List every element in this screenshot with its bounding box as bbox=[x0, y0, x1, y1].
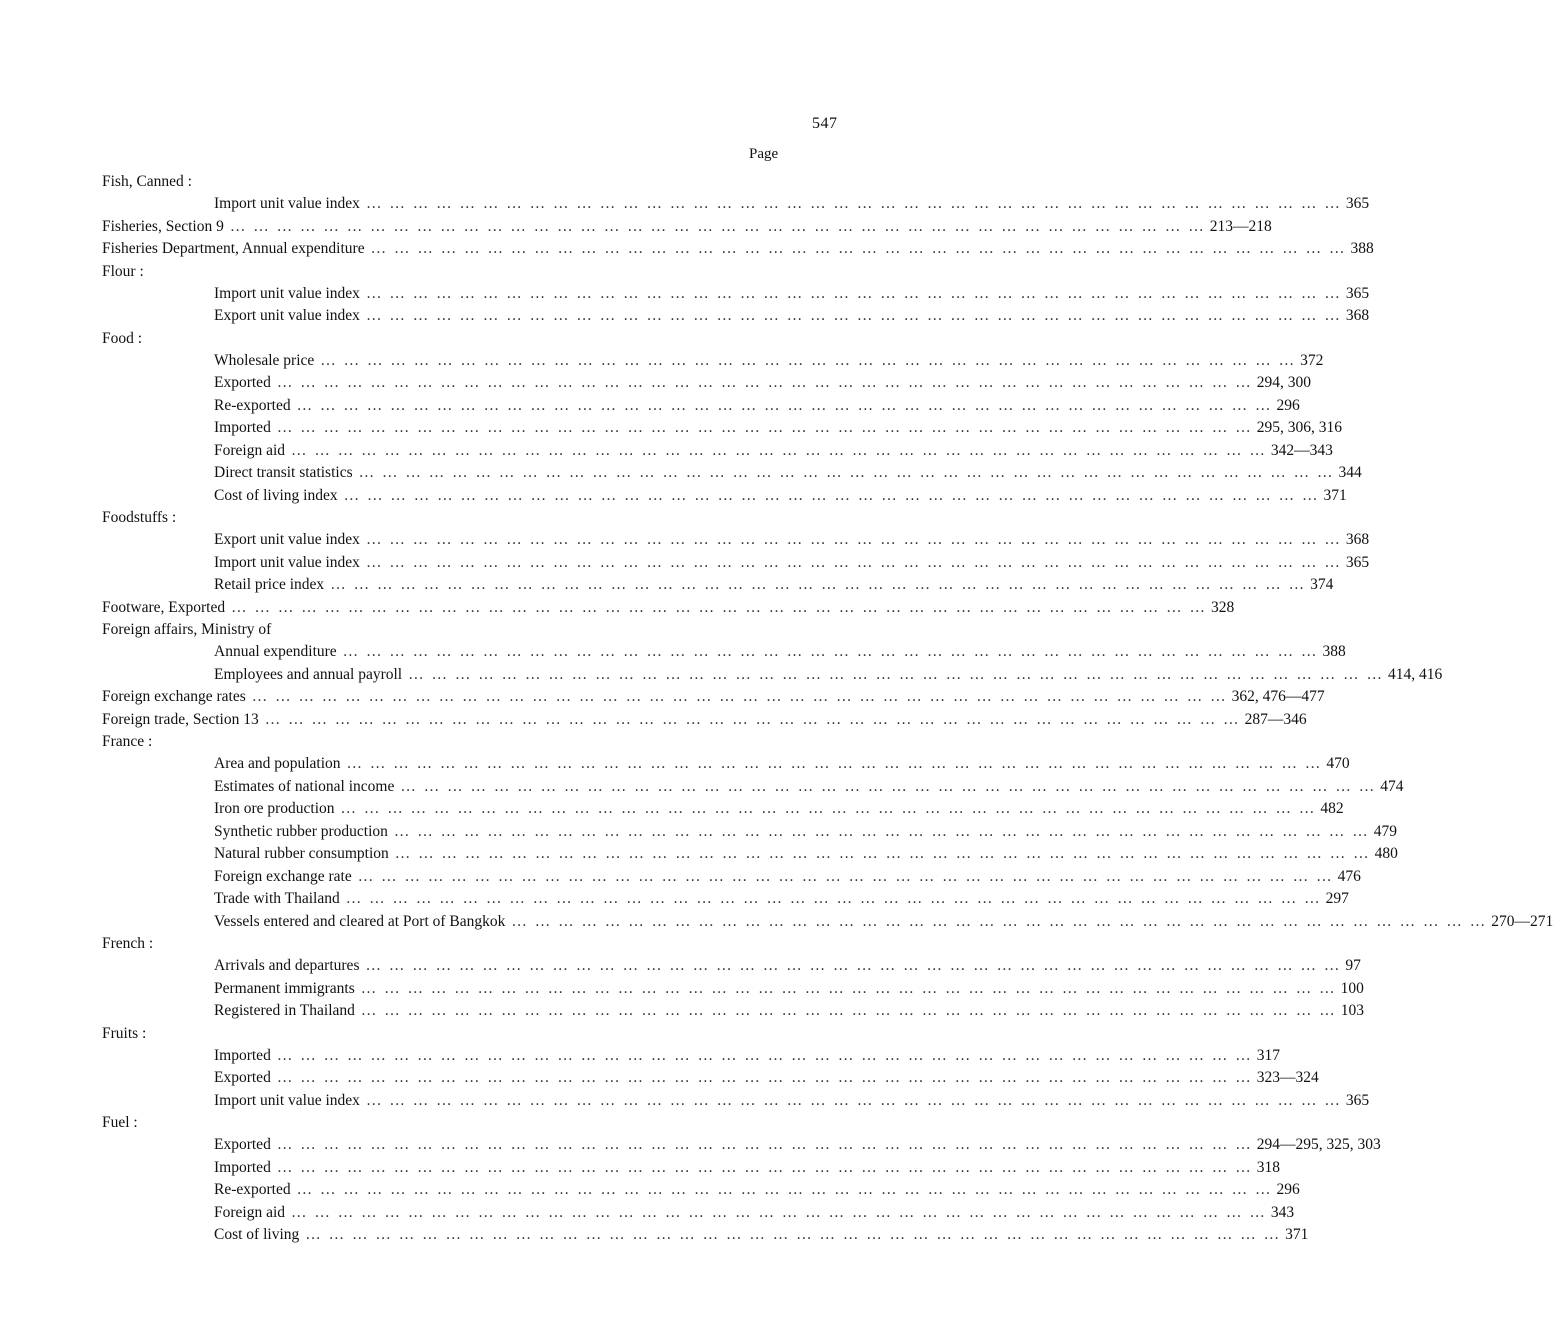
index-subentry bbox=[102, 641, 1346, 664]
entry-label: Employees and annual payroll bbox=[214, 665, 403, 683]
entry-label: Foreign trade, Section 13 bbox=[102, 710, 259, 728]
entry-label: Foreign exchange rates bbox=[102, 688, 246, 705]
page-column-heading: Page bbox=[749, 146, 779, 162]
index-subentry bbox=[102, 283, 1370, 306]
dot-leader: … … … … … … … … … … … … … … … … … … … … … … … … … … … … … … … … … … … … … … … … … … bbox=[305, 1226, 1282, 1243]
entry-label: Exported bbox=[214, 374, 271, 391]
entry-page-ref: 474 bbox=[1380, 777, 1404, 795]
entry-label: Arrivals and departures bbox=[214, 957, 360, 974]
dot-leader: … … … … … … … … … … … … … … … … … … … … … … … … … … … … … … … … … … … … … … … … … … bbox=[365, 307, 1342, 324]
dot-leader: … … … … … … … … … … … … … … … … … … … … … … … … … … … … … … … … … … … … … … … … … … bbox=[340, 800, 1317, 817]
entry-page-ref: 103 bbox=[1340, 1002, 1365, 1019]
index-entry bbox=[102, 171, 800, 193]
entry-label: Fish, Canned : bbox=[102, 173, 192, 190]
index-list bbox=[102, 171, 1553, 1247]
index-subentry bbox=[102, 193, 1370, 216]
entry-page-ref: 362, 476—477 bbox=[1231, 688, 1325, 705]
index-subentry bbox=[102, 1067, 1319, 1090]
entry-page-ref: 365 bbox=[1345, 1091, 1370, 1109]
index-subentry bbox=[102, 1090, 1370, 1113]
entry-label: Imported bbox=[214, 1046, 271, 1064]
entry-page-ref: 374 bbox=[1310, 576, 1334, 593]
dot-leader: … … … … … … … … … … … … … … … … … … … … … … … … … … … … … … … … … … … … … … … … … … bbox=[276, 1158, 1253, 1176]
dot-leader: … … … … … … … … … … … … … … … … … … … … … … … … … … … … … … … … … … … … … … … … … … bbox=[330, 576, 1307, 593]
entry-page-ref: 342—343 bbox=[1270, 441, 1333, 459]
index-subentry bbox=[102, 395, 1300, 418]
index-subentry bbox=[102, 888, 1349, 911]
index-subentry bbox=[102, 1000, 1365, 1023]
entry-label: Foreign affairs, Ministry of bbox=[102, 621, 272, 638]
index-subentry bbox=[102, 776, 1404, 799]
dot-leader: … … … … … … … … … … … … … … … … … … … … … … … … … … … … … … … … … … … … … … … … … … bbox=[393, 822, 1370, 840]
entry-label: Area and population bbox=[214, 755, 341, 772]
entry-label: Fuel : bbox=[102, 1114, 138, 1131]
entry-label: Trade with Thailand bbox=[214, 890, 340, 907]
index-entry bbox=[102, 686, 1325, 709]
index-subentry bbox=[102, 798, 1344, 821]
entry-label: Fisheries, Section 9 bbox=[102, 217, 224, 235]
entry-label: Exported bbox=[214, 1069, 271, 1086]
entry-label: Foodstuffs : bbox=[102, 509, 177, 526]
entry-page-ref: 97 bbox=[1345, 957, 1361, 974]
index-entry bbox=[102, 1112, 800, 1134]
entry-page-ref: 296 bbox=[1276, 1181, 1300, 1198]
dot-leader: … … … … … … … … … … … … … … … … … … … … … … … … … … … … … … … … … … … … … … … … … … bbox=[511, 912, 1488, 930]
dot-leader: … … … … … … … … … … … … … … … … … … … … … … … … … … … … … … … … … … … … … … … … … … bbox=[276, 374, 1253, 391]
entry-page-ref: 270—271 bbox=[1491, 912, 1553, 930]
entry-label: Fisheries Department, Annual expenditure bbox=[102, 240, 365, 257]
entry-page-ref: 294, 300 bbox=[1256, 374, 1311, 391]
dot-leader: … … … … … … … … … … … … … … … … … … … … … … … … … … … … … … … … … … … … … … … … … … bbox=[251, 688, 1228, 705]
entry-label: Import unit value index bbox=[214, 284, 360, 302]
index-subentry bbox=[102, 529, 1370, 552]
index-subentry bbox=[102, 866, 1361, 889]
index-entry bbox=[102, 328, 800, 350]
entry-label: Vessels entered and cleared at Port of Bangkok bbox=[214, 912, 506, 930]
index-entry bbox=[102, 597, 1235, 620]
entry-label: Imported bbox=[214, 419, 271, 436]
entry-page-ref: 323—324 bbox=[1256, 1069, 1319, 1086]
dot-leader: … … … … … … … … … … … … … … … … … … … … … … … … … … … … … … … … … … … … … … … … … … bbox=[394, 845, 1371, 862]
index-subentry bbox=[102, 305, 1370, 328]
index-subentry bbox=[102, 1202, 1295, 1225]
dot-leader: … … … … … … … … … … … … … … … … … … … … … … … … … … … … … … … … … … … … … … … … … … bbox=[291, 441, 1267, 459]
entry-page-ref: 296 bbox=[1276, 396, 1300, 414]
dot-leader: … … … … … … … … … … … … … … … … … … … … … … … … … … … … … … … … … … … … … … … … … … bbox=[400, 777, 1377, 795]
index-entry bbox=[102, 709, 1307, 732]
dot-leader: … … … … … … … … … … … … … … … … … … … … … … … … … … … … … … … … … … … … … … … … … … bbox=[346, 755, 1323, 772]
entry-label: Export unit value index bbox=[214, 531, 360, 548]
entry-label: Direct transit statistics bbox=[214, 464, 353, 481]
entry-label: Foreign aid bbox=[214, 441, 286, 459]
entry-label: Synthetic rubber production bbox=[214, 822, 388, 840]
dot-leader: … … … … … … … … … … … … … … … … … … … … … … … … … … … … … … … … … … … … … … … … … … bbox=[291, 1203, 1267, 1221]
dot-leader: … … … … … … … … … … … … … … … … … … … … … … … … … … … … … … … … … … … … … … … … … … bbox=[276, 1069, 1253, 1086]
entry-page-ref: 365 bbox=[1345, 195, 1370, 212]
entry-label: Imported bbox=[214, 1158, 271, 1176]
dot-leader: … … … … … … … … … … … … … … … … … … … … … … … … … … … … … … … … … … … … … … … … … … bbox=[358, 464, 1335, 481]
dot-leader: … … … … … … … … … … … … … … … … … … … … … … … … … … … … … … … … … … … … … … … … … … bbox=[365, 531, 1342, 548]
entry-label: Foreign aid bbox=[214, 1203, 286, 1221]
index-subentry bbox=[102, 664, 1443, 687]
dot-leader: … … … … … … … … … … … … … … … … … … … … … … … … … … … … … … … … … … … … … … … … … … bbox=[276, 1046, 1253, 1064]
entry-label: Re-exported bbox=[214, 396, 291, 414]
dot-leader: … … … … … … … … … … … … … … … … … … … … … … … … … … … … … … … … … … … … … … … … … … bbox=[365, 284, 1342, 302]
dot-leader: … … … … … … … … … … … … … … … … … … … … … … … … … … … … … … … … … … … … … … … … … … bbox=[357, 867, 1334, 885]
entry-page-ref: 388 bbox=[1322, 643, 1346, 660]
entry-label: Import unit value index bbox=[214, 195, 360, 212]
entry-page-ref: 287—346 bbox=[1244, 710, 1307, 728]
index-entry bbox=[102, 619, 800, 641]
index-subentry bbox=[102, 485, 1347, 508]
entry-label: Food : bbox=[102, 329, 143, 347]
dot-leader: … … … … … … … … … … … … … … … … … … … … … … … … … … … … … … … … … … … … … … … … … … bbox=[264, 710, 1241, 728]
index-subentry bbox=[102, 955, 1361, 978]
index-subentry bbox=[102, 1045, 1280, 1068]
dot-leader: … … … … … … … … … … … … … … … … … … … … … … … … … … … … … … … … … … … … … … … … … … bbox=[365, 195, 1342, 212]
entry-label: Wholesale price bbox=[214, 351, 315, 369]
page-number: 547 bbox=[812, 115, 838, 132]
entry-page-ref: 317 bbox=[1256, 1046, 1280, 1064]
entry-page-ref: 318 bbox=[1256, 1158, 1280, 1176]
entry-label: Re-exported bbox=[214, 1181, 291, 1198]
index-subentry bbox=[102, 350, 1324, 373]
entry-label: Registered in Thailand bbox=[214, 1002, 355, 1019]
index-subentry bbox=[102, 1179, 1300, 1202]
entry-page-ref: 100 bbox=[1340, 979, 1364, 997]
index-subentry bbox=[102, 1134, 1381, 1157]
entry-page-ref: 414, 416 bbox=[1387, 665, 1443, 683]
entry-label: Cost of living bbox=[214, 1226, 300, 1243]
dot-leader: … … … … … … … … … … … … … … … … … … … … … … … … … … … … … … … … … … … … … … … … … … bbox=[365, 957, 1342, 974]
index-entry bbox=[102, 216, 1272, 239]
index-subentry bbox=[102, 843, 1398, 866]
index-subentry bbox=[102, 552, 1370, 575]
dot-leader: … … … … … … … … … … … … … … … … … … … … … … … … … … … … … … … … … … … … … … … … … … bbox=[360, 979, 1337, 997]
entry-page-ref: 476 bbox=[1337, 867, 1361, 885]
entry-label: Retail price index bbox=[214, 576, 325, 593]
entry-page-ref: 371 bbox=[1285, 1226, 1309, 1243]
entry-label: Export unit value index bbox=[214, 307, 360, 324]
entry-label: Estimates of national income bbox=[214, 777, 395, 795]
index-entry bbox=[102, 731, 800, 753]
entry-page-ref: 480 bbox=[1374, 845, 1398, 862]
dot-leader: … … … … … … … … … … … … … … … … … … … … … … … … … … … … … … … … … … … … … … … … … … bbox=[276, 419, 1253, 436]
dot-leader: … … … … … … … … … … … … … … … … … … … … … … … … … … … … … … … … … … … … … … … … … … bbox=[360, 1002, 1337, 1019]
entry-label: Cost of living index bbox=[214, 486, 338, 504]
entry-page-ref: 295, 306, 316 bbox=[1256, 419, 1342, 436]
entry-page-ref: 294—295, 325, 303 bbox=[1256, 1136, 1381, 1153]
entry-page-ref: 372 bbox=[1300, 351, 1324, 369]
index-subentry bbox=[102, 440, 1333, 463]
index-subentry bbox=[102, 911, 1553, 934]
entry-page-ref: 343 bbox=[1270, 1203, 1295, 1221]
entry-label: Footware, Exported bbox=[102, 598, 226, 616]
entry-page-ref: 297 bbox=[1325, 890, 1349, 907]
dot-leader: … … … … … … … … … … … … … … … … … … … … … … … … … … … … … … … … … … … … … … … … … … bbox=[276, 1136, 1253, 1153]
dot-leader: … … … … … … … … … … … … … … … … … … … … … … … … … … … … … … … … … … … … … … … … … … bbox=[343, 486, 1320, 504]
index-subentry bbox=[102, 1224, 1309, 1247]
entry-page-ref: 371 bbox=[1323, 486, 1347, 504]
entry-page-ref: 365 bbox=[1345, 284, 1370, 302]
entry-page-ref: 213—218 bbox=[1209, 217, 1272, 235]
index-subentry bbox=[102, 462, 1362, 485]
dot-leader: … … … … … … … … … … … … … … … … … … … … … … … … … … … … … … … … … … … … … … … … … … bbox=[365, 553, 1342, 571]
dot-leader: … … … … … … … … … … … … … … … … … … … … … … … … … … … … … … … … … … … … … … … … … … bbox=[296, 1181, 1273, 1198]
entry-label: Annual expenditure bbox=[214, 643, 337, 660]
entry-label: Foreign exchange rate bbox=[214, 867, 352, 885]
index-entry bbox=[102, 507, 800, 529]
entry-page-ref: 328 bbox=[1210, 598, 1235, 616]
dot-leader: … … … … … … … … … … … … … … … … … … … … … … … … … … … … … … … … … … … … … … … … … … bbox=[231, 598, 1207, 616]
entry-label: Import unit value index bbox=[214, 553, 360, 571]
index-subentry bbox=[102, 753, 1350, 776]
entry-page-ref: 479 bbox=[1373, 822, 1398, 840]
dot-leader: … … … … … … … … … … … … … … … … … … … … … … … … … … … … … … … … … … … … … … … … … … bbox=[345, 890, 1322, 907]
entry-label: Import unit value index bbox=[214, 1091, 360, 1109]
entry-label: France : bbox=[102, 733, 153, 750]
entry-label: Natural rubber consumption bbox=[214, 845, 389, 862]
entry-page-ref: 344 bbox=[1338, 464, 1362, 481]
dot-leader: … … … … … … … … … … … … … … … … … … … … … … … … … … … … … … … … … … … … … … … … … … bbox=[229, 217, 1206, 235]
index-subentry bbox=[102, 1157, 1280, 1180]
dot-leader: … … … … … … … … … … … … … … … … … … … … … … … … … … … … … … … … … … … … … … … … … … bbox=[342, 643, 1319, 660]
entry-page-ref: 365 bbox=[1345, 553, 1370, 571]
dot-leader: … … … … … … … … … … … … … … … … … … … … … … … … … … … … … … … … … … … … … … … … … … bbox=[365, 1091, 1342, 1109]
entry-page-ref: 368 bbox=[1345, 307, 1370, 324]
entry-label: Permanent immigrants bbox=[214, 979, 355, 997]
entry-page-ref: 368 bbox=[1345, 531, 1370, 548]
index-entry bbox=[102, 933, 800, 955]
index-entry bbox=[102, 1023, 800, 1045]
index-entry bbox=[102, 261, 800, 283]
entry-label: Fruits : bbox=[102, 1024, 147, 1042]
entry-label: Iron ore production bbox=[214, 800, 335, 817]
entry-label: Flour : bbox=[102, 262, 144, 280]
index-subentry bbox=[102, 372, 1311, 395]
entry-page-ref: 482 bbox=[1320, 800, 1344, 817]
index-subentry bbox=[102, 574, 1334, 597]
index-entry bbox=[102, 238, 1374, 261]
index-subentry bbox=[102, 978, 1364, 1001]
dot-leader: … … … … … … … … … … … … … … … … … … … … … … … … … … … … … … … … … … … … … … … … … … bbox=[296, 396, 1273, 414]
entry-page-ref: 470 bbox=[1326, 755, 1350, 772]
dot-leader: … … … … … … … … … … … … … … … … … … … … … … … … … … … … … … … … … … … … … … … … … … bbox=[370, 240, 1347, 257]
index-subentry bbox=[102, 821, 1398, 844]
entry-label: French : bbox=[102, 935, 154, 952]
dot-leader: … … … … … … … … … … … … … … … … … … … … … … … … … … … … … … … … … … … … … … … … … … bbox=[408, 665, 1384, 683]
dot-leader: … … … … … … … … … … … … … … … … … … … … … … … … … … … … … … … … … … … … … … … … … … bbox=[320, 351, 1297, 369]
entry-page-ref: 388 bbox=[1350, 240, 1374, 257]
entry-label: Exported bbox=[214, 1136, 271, 1153]
index-subentry bbox=[102, 417, 1342, 440]
